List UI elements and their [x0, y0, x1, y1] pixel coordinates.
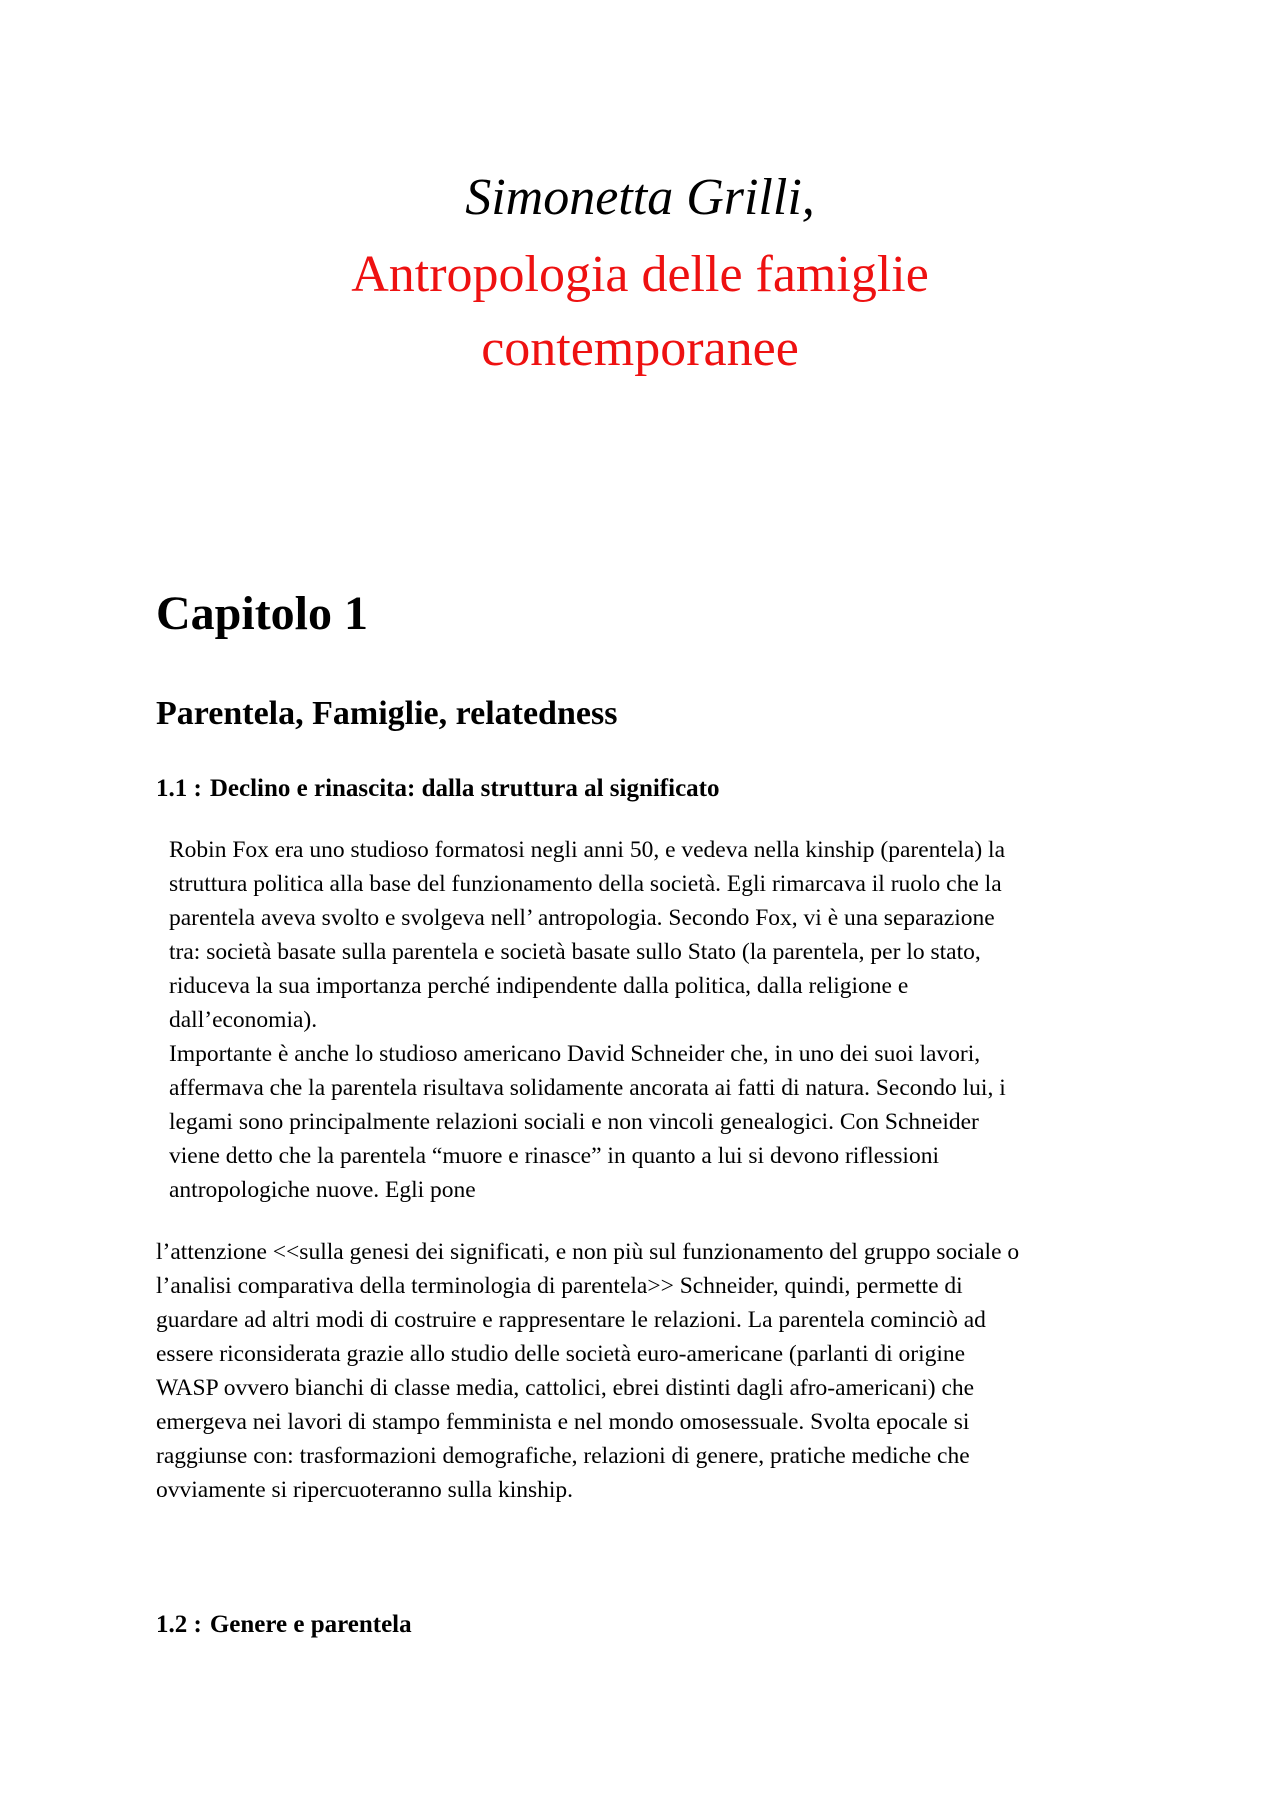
text-line: guardare ad altri modi di costruire e rappresentare le relazioni. La parentela cominciò ad — [156, 1307, 986, 1333]
book-title-line: Antropologia delle famiglie — [351, 246, 929, 303]
section-heading — [156, 772, 720, 806]
text-line: raggiunse con: trasformazioni demografiche, relazioni di genere, pratiche mediche che — [156, 1443, 970, 1469]
section-title: Genere e parentela — [209, 1611, 412, 1638]
book-title — [0, 238, 1280, 386]
text-line: l’attenzione <<sulla genesi dei significati, e non più sul funzionamento del gruppo sociale o — [156, 1239, 1020, 1265]
text-line: Importante è anche lo studioso americano David Schneider che, in uno dei suoi lavori, — [169, 1041, 981, 1067]
text-line: essere riconsiderata grazie allo studio delle società euro-americane (parlanti di origine — [156, 1341, 966, 1367]
paragraph — [169, 1037, 1109, 1207]
text-line: parentela aveva svolto e svolgeva nell’ antropologia. Secondo Fox, vi è una separazione — [169, 905, 995, 931]
author-name: Simonetta Grilli, — [465, 169, 815, 226]
text-line: struttura politica alla base del funzionamento della società. Egli rimarcava il ruolo che la — [169, 871, 1002, 897]
paragraph — [156, 1235, 1116, 1507]
text-line: affermava che la parentela risultava solidamente ancorata ai fatti di natura. Secondo lui, i — [169, 1075, 1006, 1101]
text-line: WASP ovvero bianchi di classe media, cattolici, ebrei distinti dagli afro-americani) che — [156, 1375, 975, 1401]
text-line: viene detto che la parentela “muore e rinasce” in quanto a lui si devono riflessioni — [169, 1143, 939, 1169]
text-line: ovviamente si ripercuoteranno sulla kinship. — [156, 1477, 574, 1503]
text-line: riduceva la sua importanza perché indipendente dalla politica, dalla religione e — [169, 973, 909, 999]
text-line: legami sono principalmente relazioni sociali e non vincoli genealogici. Con Schneider — [169, 1109, 979, 1135]
section-number: 1.1 : — [156, 775, 202, 802]
text-line: emergeva nei lavori di stampo femminista e nel mondo omosessuale. Svolta epocale si — [156, 1409, 970, 1435]
text-line: l’analisi comparativa della terminologia di parentela>> Schneider, quindi, permette di — [156, 1273, 963, 1299]
book-title-line: contemporanee — [481, 320, 799, 377]
section-number: 1.2 : — [156, 1611, 202, 1638]
section-title: Declino e rinascita: dalla struttura al significato — [209, 775, 720, 802]
chapter-subtitle: Parentela, Famiglie, relatedness — [156, 695, 618, 732]
paragraph — [169, 833, 1109, 1037]
text-line: tra: società basate sulla parentela e società basate sullo Stato (la parentela, per lo stato, — [169, 939, 981, 965]
chapter-heading: Capitolo 1 — [156, 587, 369, 640]
text-line: dall’economia). — [169, 1007, 318, 1033]
text-line: antropologiche nuove. Egli pone — [169, 1177, 476, 1203]
text-line: Robin Fox era uno studioso formatosi negli anni 50, e vedeva nella kinship (parentela) la — [169, 837, 1006, 863]
section-heading — [156, 1608, 412, 1642]
